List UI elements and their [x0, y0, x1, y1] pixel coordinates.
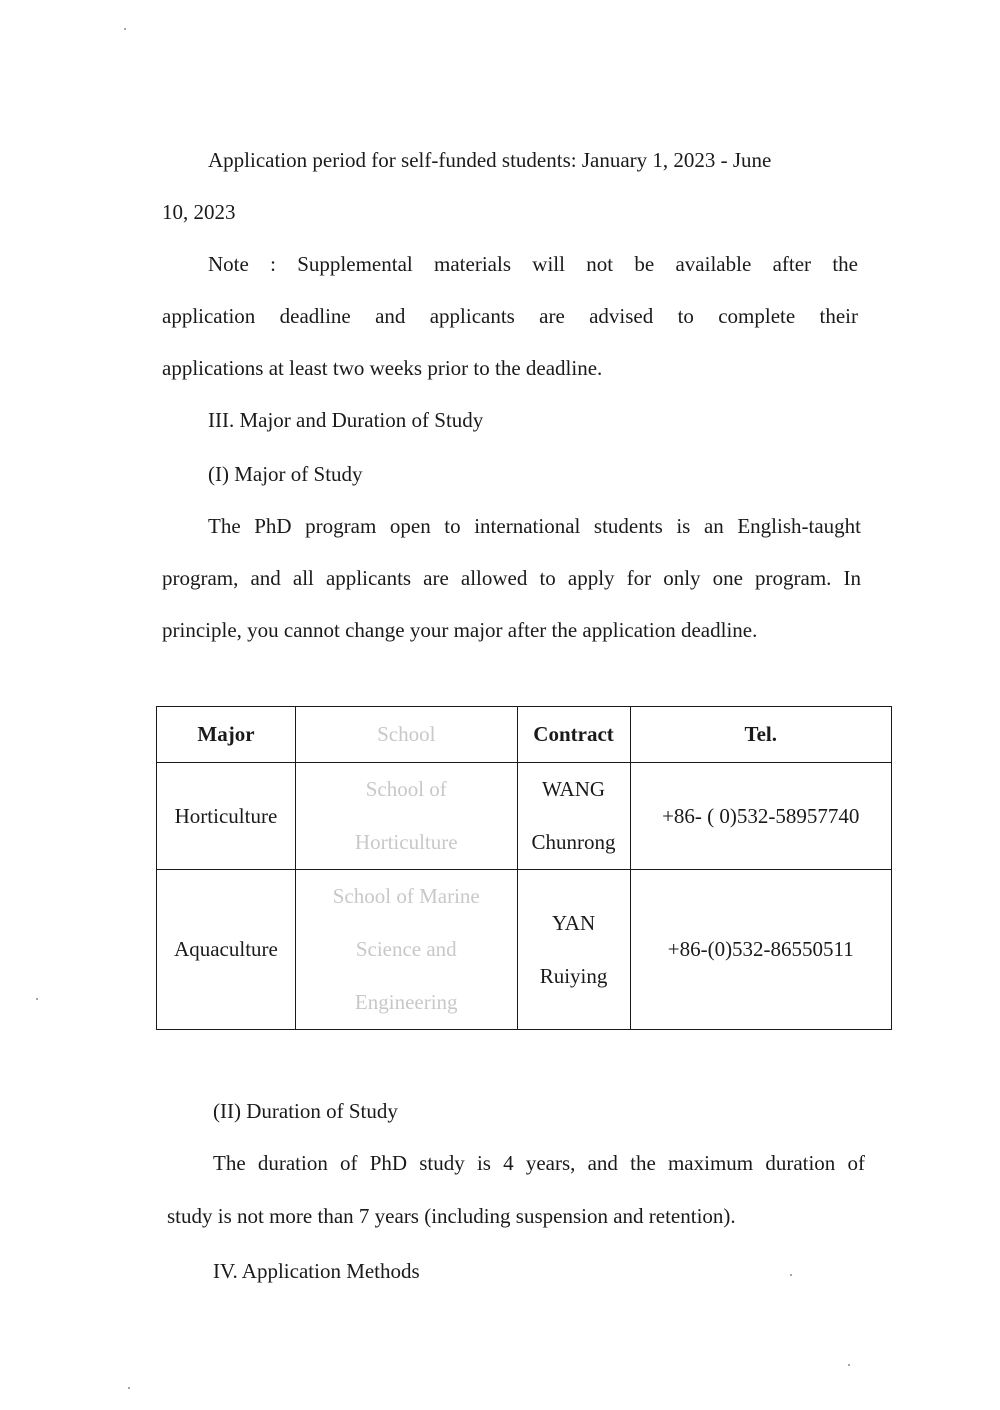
cell-contact-line: Ruiying: [539, 963, 608, 988]
cell-school-line: School of Marine: [332, 884, 480, 908]
cell-school: [295, 870, 517, 1030]
table-header-row: [157, 707, 892, 763]
cell-school: [295, 763, 517, 870]
note-line1: Note : Supplemental materials will not be available after the: [208, 252, 858, 276]
note-line3: applications at least two weeks prior to the deadline.: [162, 356, 603, 380]
major-paragraph-line3: principle, you cannot change your major after the application deadline.: [162, 618, 758, 642]
majors-table: [156, 706, 892, 1030]
scan-speck: [848, 1364, 850, 1366]
cell-school-line: Engineering: [354, 990, 458, 1014]
cell-contact: [517, 870, 630, 1030]
cell-school-line: Horticulture: [354, 830, 458, 854]
application-period-line2: 10, 2023: [162, 200, 236, 224]
subsection-duration-of-study: (II) Duration of Study: [213, 1099, 398, 1123]
table-row: [157, 870, 892, 1030]
major-paragraph-line2: program, and all applicants are allowed to apply for only one program. In: [162, 566, 861, 590]
application-period-line1: [208, 147, 858, 173]
duration-paragraph-line1: The duration of PhD study is 4 years, and the maximum duration of: [213, 1151, 865, 1175]
scan-speck: [790, 1274, 792, 1276]
cell-contact-line: Chunrong: [531, 830, 616, 854]
scan-speck: [36, 998, 38, 1000]
cell-school-line: Science and: [355, 937, 457, 961]
major-paragraph-line1: The PhD program open to international students is an English-taught: [208, 514, 861, 538]
subsection-major-of-study: (I) Major of Study: [208, 462, 363, 486]
section-heading-major-duration: III. Major and Duration of Study: [208, 408, 484, 432]
note-line2: application deadline and applicants are advised to complete their: [162, 304, 858, 328]
table-row: [157, 763, 892, 870]
cell-contact-line: YAN: [551, 910, 596, 935]
scan-speck: [124, 28, 126, 30]
cell-tel: +86-(0)532-86550511: [630, 870, 891, 1030]
section-heading-application-methods: IV. Application Methods: [213, 1259, 420, 1283]
cell-tel: +86- ( 0)532-58957740: [630, 763, 891, 870]
cell-contact: [517, 763, 630, 870]
header-contact: Contract: [517, 707, 630, 763]
cell-major: Aquaculture: [157, 870, 296, 1030]
header-major: Major: [157, 707, 296, 763]
cell-contact-line: WANG: [542, 777, 606, 801]
scan-speck: [128, 1387, 130, 1389]
application-period-text: Application period for self-funded students: January 1, 2023 - June: [208, 148, 772, 172]
cell-school-line: School of: [365, 777, 447, 801]
duration-paragraph-line2: study is not more than 7 years (including suspension and retention).: [167, 1204, 736, 1228]
cell-major: Horticulture: [157, 763, 296, 870]
header-tel: Tel.: [630, 707, 891, 763]
header-school: School: [295, 707, 517, 763]
